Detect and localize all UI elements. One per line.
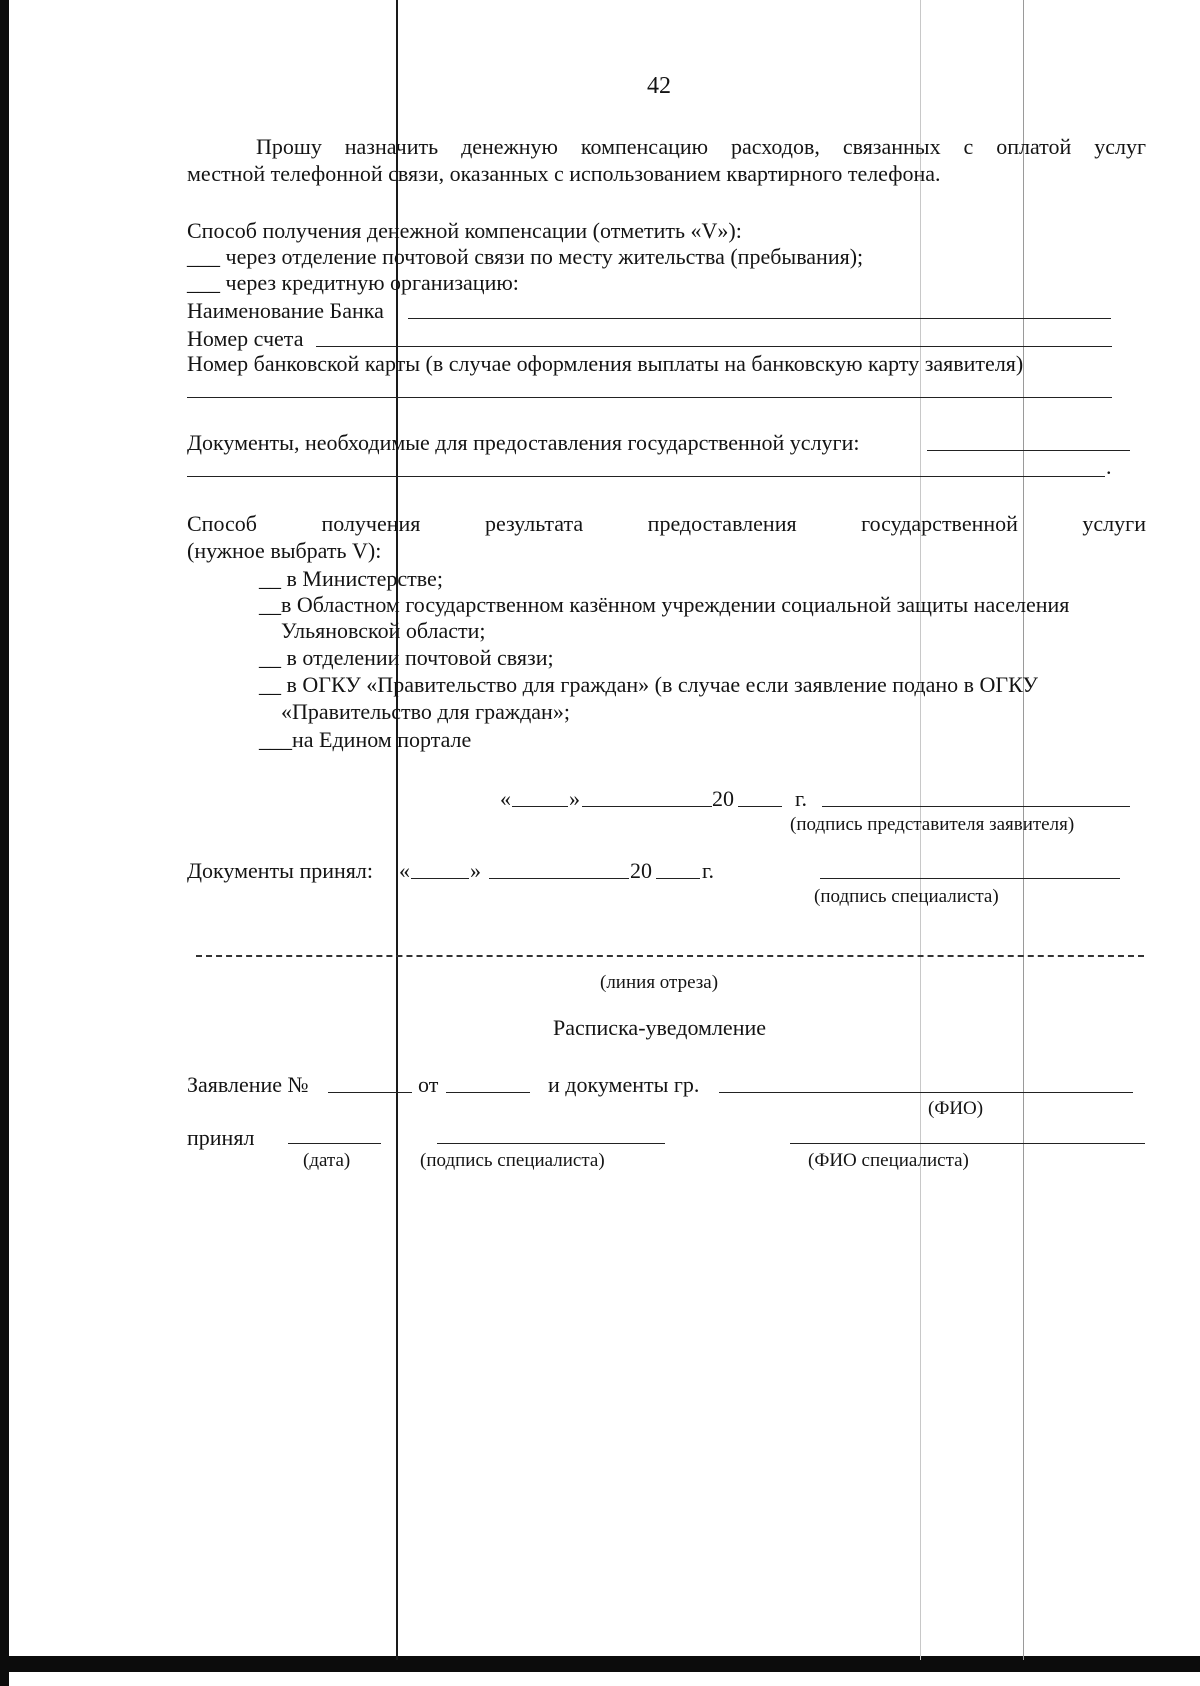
payment-heading: Способ получения денежной компенсации (отметить «V»):	[187, 218, 742, 243]
request-line-2: местной телефонной связи, оказанных с использованием квартирного телефона.	[187, 161, 941, 186]
documents-label: Документы, необходимые для предоставления государственной услуги:	[187, 430, 860, 455]
accepted-date-open-quote: «	[399, 858, 410, 883]
result-line-1-word: получения	[321, 511, 421, 536]
result-option-ministry: __ в Министерстве;	[259, 566, 443, 591]
receipt-specialist-fio-field	[790, 1143, 1145, 1144]
applicant-date-month-field	[582, 806, 712, 807]
result-line-2: (нужное выбрать V):	[187, 538, 382, 563]
receipt-signature-field	[437, 1143, 665, 1144]
accepted-date-close-quote: »	[470, 858, 481, 883]
applicant-date-day-field	[512, 806, 568, 807]
receipt-from-label: от	[418, 1072, 439, 1097]
payment-option-post: ___ через отделение почтовой связи по месту жительства (пребывания);	[187, 244, 864, 269]
receipt-specialist-fio-caption: (ФИО специалиста)	[808, 1150, 969, 1171]
documents-field-1	[927, 450, 1130, 451]
result-line-1-word: государственной	[861, 511, 1018, 536]
scan-edge-left	[0, 0, 9, 1686]
cut-line	[196, 955, 1144, 957]
receipt-fio-caption: (ФИО)	[928, 1098, 984, 1119]
accepted-date-year-prefix: 20	[630, 858, 652, 883]
account-number-field	[316, 346, 1112, 347]
result-line-1-word: результата	[484, 511, 584, 536]
accepted-signature-caption: (подпись специалиста)	[814, 886, 999, 907]
applicant-date-year-suffix: г.	[795, 786, 808, 811]
receipt-statement-number-field	[328, 1092, 412, 1093]
applicant-date-year-prefix: 20	[712, 786, 734, 811]
result-option-institution-cont: Ульяновской области;	[281, 618, 486, 643]
receipt-title: Расписка-уведомление	[553, 1015, 767, 1040]
accepted-date-year-suffix: г.	[702, 858, 715, 883]
applicant-date-close-quote: »	[569, 786, 580, 811]
request-line-1-word: связанных	[842, 134, 941, 159]
applicant-date-open-quote: «	[500, 786, 511, 811]
request-line-1-word: расходов,	[731, 134, 820, 159]
receipt-from-date-field	[446, 1092, 530, 1093]
bank-name-field	[408, 318, 1111, 319]
result-option-ogku-cont: «Правительство для граждан»;	[281, 699, 570, 724]
applicant-date-year-field	[738, 806, 782, 807]
receipt-accepted-label: принял	[187, 1125, 255, 1150]
request-line-1-word: Прошу	[256, 134, 322, 159]
result-line-1	[187, 511, 1146, 537]
bank-name-label: Наименование Банка	[187, 298, 384, 323]
applicant-signature-caption: (подпись представителя заявителя)	[790, 814, 1075, 835]
result-line-1-word: предоставления	[647, 511, 797, 536]
result-line-1-word: услуги	[1082, 511, 1146, 536]
accepted-date-month-field	[489, 878, 629, 879]
result-option-portal: ___на Едином портале	[259, 727, 472, 752]
request-line-1-word: денежную	[461, 134, 558, 159]
documents-field-2	[187, 476, 1105, 477]
request-line-1-word: услуг	[1094, 134, 1146, 159]
applicant-signature-field	[822, 806, 1130, 807]
receipt-statement-label: Заявление №	[187, 1072, 309, 1097]
request-line-1-word: назначить	[344, 134, 439, 159]
card-number-label: Номер банковской карты (в случае оформления выплаты на банковскую карту заявителя)	[187, 351, 1024, 376]
page-number: 42	[647, 73, 671, 99]
request-line-1	[256, 134, 1146, 160]
card-number-field	[187, 397, 1112, 398]
result-option-post: __ в отделении почтовой связи;	[259, 645, 554, 670]
request-line-1-word: компенсацию	[580, 134, 709, 159]
cut-line-caption: (линия отреза)	[600, 972, 719, 993]
accepted-date-year-field	[656, 878, 700, 879]
receipt-fio-field	[719, 1092, 1133, 1093]
result-line-1-word: Способ	[187, 511, 257, 536]
result-option-ogku: __ в ОГКУ «Правительство для граждан» (в случае если заявление подано в ОГКУ	[259, 672, 1038, 697]
receipt-signature-caption: (подпись специалиста)	[420, 1150, 605, 1171]
request-line-1-word: оплатой	[996, 134, 1072, 159]
accepted-date-day-field	[411, 878, 469, 879]
payment-option-credit: ___ через кредитную организацию:	[187, 270, 519, 295]
receipt-date-field	[288, 1143, 381, 1144]
request-line-1-word: с	[963, 134, 974, 159]
accepted-signature-field	[820, 878, 1120, 879]
documents-end-mark: .	[1106, 454, 1112, 479]
scan-edge-bottom	[0, 1656, 1200, 1672]
receipt-docs-label: и документы гр.	[548, 1072, 700, 1097]
accepted-label: Документы принял:	[187, 858, 373, 883]
account-number-label: Номер счета	[187, 326, 304, 351]
receipt-date-caption: (дата)	[303, 1150, 351, 1171]
result-option-institution: __в Областном государственном казённом учреждении социальной защиты населения	[259, 592, 1070, 617]
